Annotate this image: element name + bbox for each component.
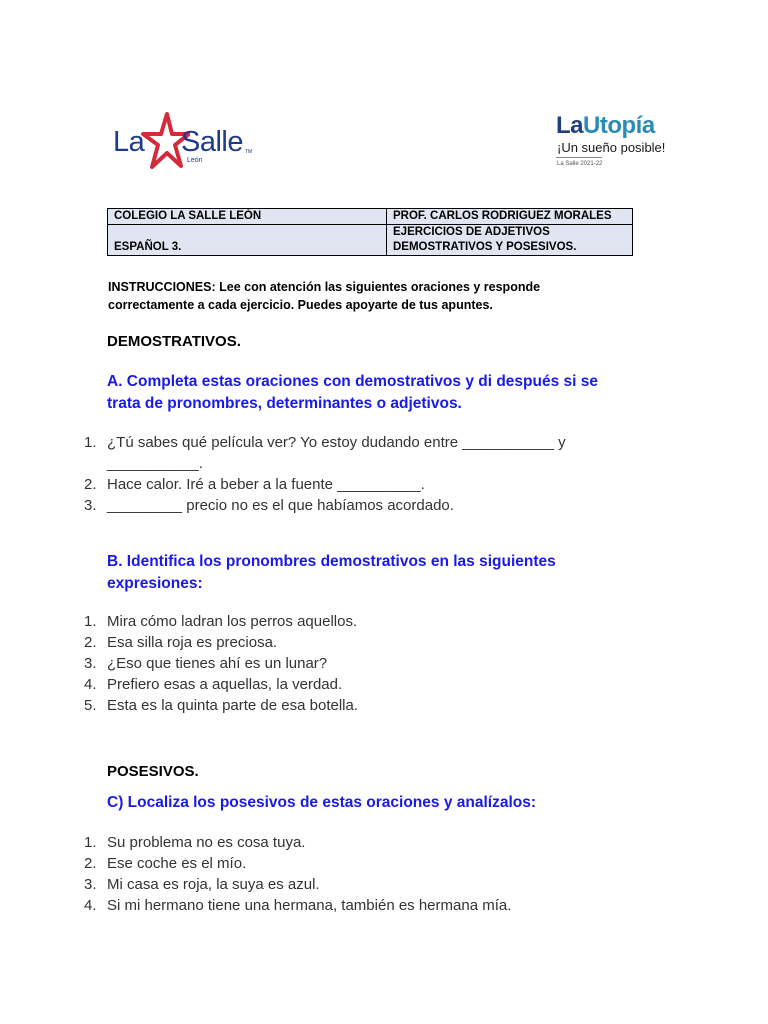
topic-line: EJERCICIOS DE ADJETIVOS bbox=[393, 226, 550, 238]
list-item bbox=[84, 474, 664, 495]
item-number: 3. bbox=[84, 655, 97, 672]
list-item bbox=[84, 432, 664, 474]
section-heading-demostrativos: DEMOSTRATIVOS. bbox=[107, 333, 241, 350]
item-text: ___________. bbox=[107, 455, 203, 472]
instructions-line: INSTRUCCIONES: Lee con atención las siguientes oraciones y responde bbox=[108, 280, 541, 294]
item-text: Prefiero esas a aquellas, la verdad. bbox=[107, 676, 343, 693]
header-row bbox=[108, 225, 633, 256]
item-number: 1. bbox=[84, 834, 97, 851]
list-item bbox=[84, 874, 664, 895]
exercise-title-line: expresiones: bbox=[107, 575, 203, 592]
header-row bbox=[108, 209, 633, 225]
logo-text-la: La bbox=[113, 126, 145, 158]
item-text: Si mi hermano tiene una hermana, también es hermana mía. bbox=[107, 897, 512, 914]
item-text: Hace calor. Iré a beber a la fuente __________. bbox=[107, 476, 425, 493]
utopia-tagline: ¡Un sueño posible! bbox=[557, 140, 666, 155]
exercise-title-line: B. Identifica los pronombres demostrativos en las siguientes bbox=[107, 553, 556, 570]
list-item bbox=[84, 832, 664, 853]
item-text: Esta es la quinta parte de esa botella. bbox=[107, 697, 359, 714]
item-number: 2. bbox=[84, 855, 97, 872]
item-text: Esa silla roja es preciosa. bbox=[107, 634, 278, 651]
utopia-divider bbox=[556, 157, 602, 158]
item-number: 3. bbox=[84, 497, 97, 514]
list-item bbox=[84, 853, 664, 874]
la-utopia-logo bbox=[556, 112, 686, 172]
utopia-title bbox=[556, 112, 655, 140]
exercise-c-list bbox=[84, 832, 664, 916]
la-salle-logo bbox=[113, 112, 253, 174]
list-item bbox=[84, 895, 664, 916]
logo-trademark: TM bbox=[245, 149, 253, 155]
header-table bbox=[107, 208, 633, 256]
utopia-year: La Salle 2021-22 bbox=[557, 161, 603, 167]
item-number: 1. bbox=[84, 613, 97, 630]
item-number: 1. bbox=[84, 434, 97, 451]
exercise-b-title bbox=[107, 551, 667, 595]
item-text: Su problema no es cosa tuya. bbox=[107, 834, 306, 851]
list-item bbox=[84, 674, 664, 695]
instructions-line: correctamente a cada ejercicio. Puedes apoyarte de tus apuntes. bbox=[108, 298, 493, 312]
item-text: Mira cómo ladran los perros aquellos. bbox=[107, 613, 358, 630]
item-text: ¿Eso que tienes ahí es un lunar? bbox=[107, 655, 328, 672]
item-number: 5. bbox=[84, 697, 97, 714]
exercise-title-line: trata de pronombres, determinantes o adjetivos. bbox=[107, 395, 462, 412]
item-text: Ese coche es el mío. bbox=[107, 855, 247, 872]
list-item bbox=[84, 632, 664, 653]
item-number: 2. bbox=[84, 476, 97, 493]
utopia-title-la: La bbox=[556, 112, 584, 139]
item-number: 3. bbox=[84, 876, 97, 893]
item-number: 4. bbox=[84, 676, 97, 693]
utopia-title-utopia: Utopía bbox=[583, 112, 655, 139]
exercise-a-title bbox=[107, 371, 667, 415]
topic-cell bbox=[387, 225, 633, 256]
exercise-b-list bbox=[84, 611, 664, 716]
teacher-cell: PROF. CARLOS RODRIGUEZ MORALES bbox=[387, 209, 633, 225]
list-item bbox=[84, 495, 664, 516]
item-text: _________ precio no es el que habíamos acordado. bbox=[107, 497, 454, 514]
list-item bbox=[84, 653, 664, 674]
list-item bbox=[84, 695, 664, 716]
item-number: 4. bbox=[84, 897, 97, 914]
instructions bbox=[108, 278, 648, 314]
item-text: Mi casa es roja, la suya es azul. bbox=[107, 876, 320, 893]
exercise-c-title: C) Localiza los posesivos de estas oraciones y analízalos: bbox=[107, 794, 536, 811]
subject-cell: ESPAÑOL 3. bbox=[108, 225, 387, 256]
logo-subtitle: León bbox=[187, 157, 203, 164]
exercise-title-line: A. Completa estas oraciones con demostrativos y di después si se bbox=[107, 373, 599, 390]
item-number: 2. bbox=[84, 634, 97, 651]
logo-text-salle: Salle bbox=[181, 126, 243, 158]
section-heading-posesivos: POSESIVOS. bbox=[107, 763, 199, 780]
topic-line: DEMOSTRATIVOS Y POSESIVOS. bbox=[393, 241, 577, 253]
list-item bbox=[84, 611, 664, 632]
exercise-a-list bbox=[84, 432, 664, 516]
item-text: ¿Tú sabes qué película ver? Yo estoy dudando entre ___________ y bbox=[107, 434, 566, 451]
school-cell: COLEGIO LA SALLE LEÓN bbox=[108, 209, 387, 225]
